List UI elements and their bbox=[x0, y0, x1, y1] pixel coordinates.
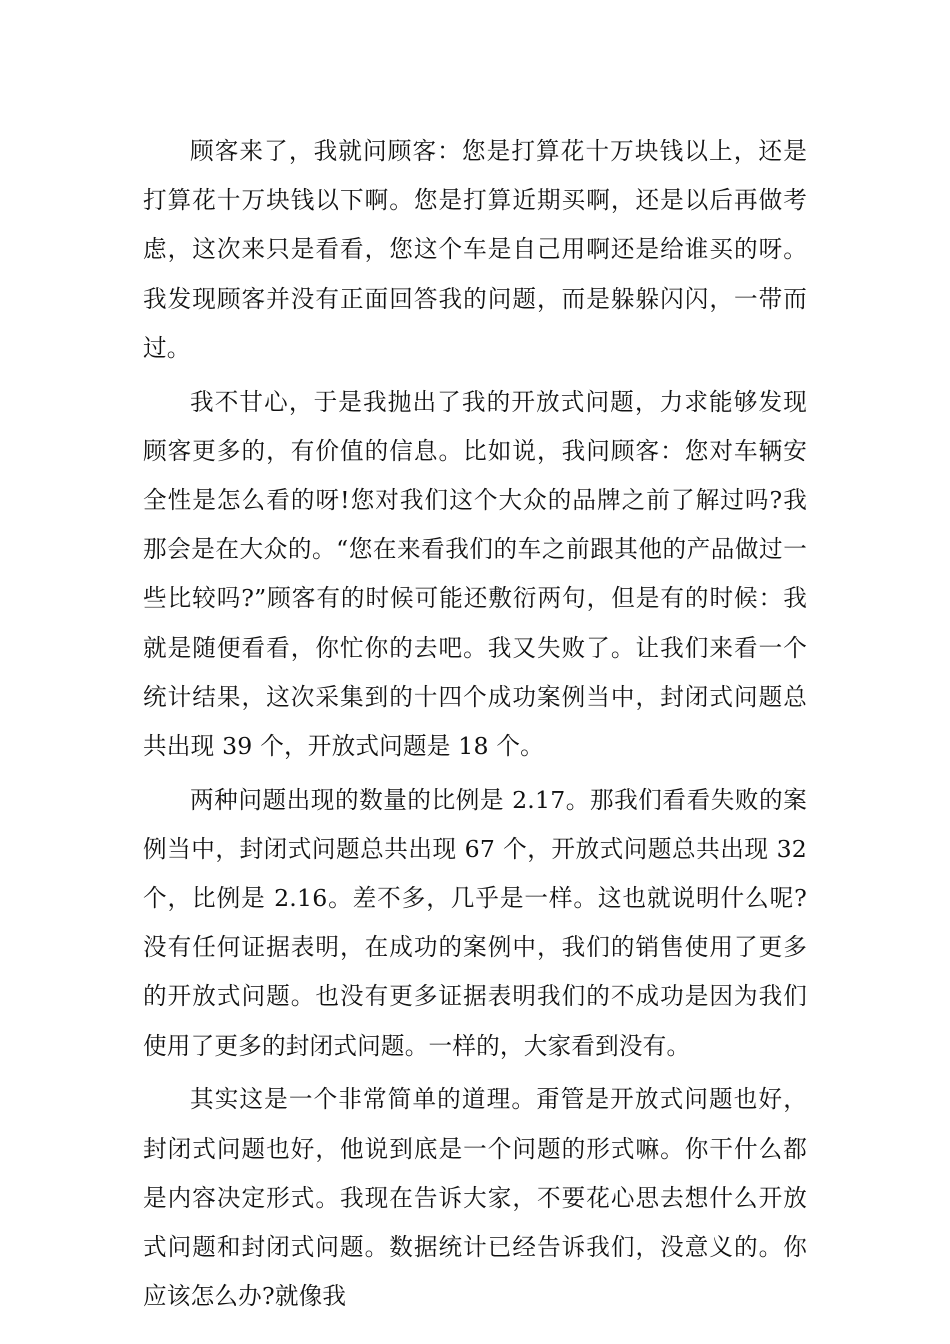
paragraph-4: 其实这是一个非常简单的道理。甭管是开放式问题也好，封闭式问题也好，他说到底是一个问题的形式嘛。你干什么都是内容决定形式。我现在告诉大家，不要花心思去想什么开放式问题和封闭式问题。数据统计已经告诉我们，没意义的。你应该怎么办?就像我 bbox=[143, 1085, 807, 1311]
paragraph-1: 顾客来了，我就问顾客：您是打算花十万块钱以上，还是打算花十万块钱以下啊。您是打算近期买啊，还是以后再做考虑，这次来只是看看，您这个车是自己用啊还是给谁买的呀。我发现顾客并没有正面回答我的问题，而是躲躲闪闪，一带而过。 bbox=[143, 137, 807, 362]
document-body bbox=[143, 127, 807, 1326]
paragraph-2: 我不甘心，于是我抛出了我的开放式问题，力求能够发现顾客更多的，有价值的信息。比如说，我问顾客：您对车辆安全性是怎么看的呀!您对我们这个大众的品牌之前了解过吗?我那会是在大众的。“您在来看我们的车之前跟其他的产品做过一些比较吗?”顾客有的时候可能还敷衍两句，但是有的时候：我就是随便看看，你忙你的去吧。我又失败了。让我们来看一个统计结果，这次采集到的十四个成功案例当中，封闭式问题总共出现 39 个，开放式问题是 18 个。 bbox=[143, 387, 807, 760]
paragraph-3: 两种问题出现的数量的比例是 2.17。那我们看看失败的案例当中，封闭式问题总共出现 67 个，开放式问题总共出现 32 个，比例是 2.16。差不多，几乎是一样。这也就说明什么呢?没有任何证据表明，在成功的案例中，我们的销售使用了更多的开放式问题。也没有更多证据表明我们的不成功是因为我们使用了更多的封闭式问题。一样的，大家看到没有。 bbox=[143, 785, 807, 1060]
